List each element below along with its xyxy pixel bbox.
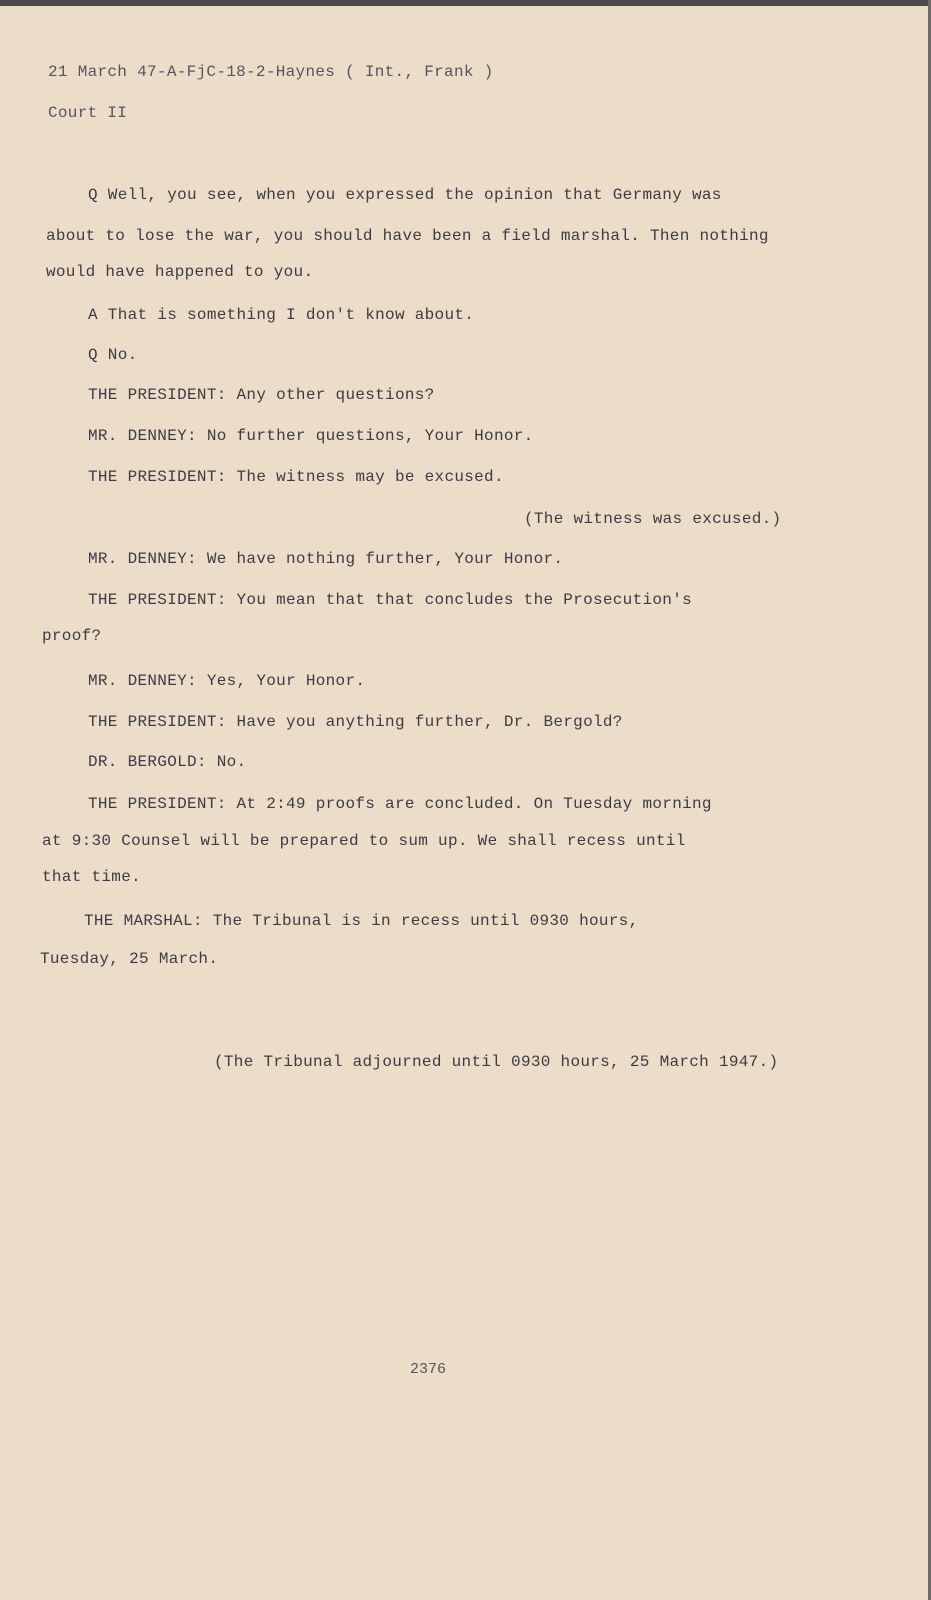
transcript-line: (The Tribunal adjourned until 0930 hours, 25 March 1947.) (214, 1053, 779, 1071)
transcript-line: proof? (42, 627, 102, 645)
header-line-1: 21 March 47-A-FjC-18-2-Haynes ( Int., Frank ) (48, 63, 494, 81)
transcript-line: THE PRESIDENT: At 2:49 proofs are concluded. On Tuesday morning (88, 795, 712, 813)
transcript-line: DR. BERGOLD: No. (88, 753, 247, 771)
transcript-line: (The witness was excused.) (524, 510, 782, 528)
header-line-2: Court II (48, 104, 128, 122)
transcript-line: Q No. (88, 346, 138, 364)
transcript-line: MR. DENNEY: Yes, Your Honor. (88, 672, 366, 690)
transcript-line: THE PRESIDENT: You mean that that concludes the Prosecution's (88, 591, 692, 609)
page-number: 2376 (410, 1361, 447, 1378)
transcript-line: THE PRESIDENT: Have you anything further, Dr. Bergold? (88, 713, 623, 731)
transcript-line: MR. DENNEY: No further questions, Your Honor. (88, 427, 534, 445)
transcript-line: MR. DENNEY: We have nothing further, Your Honor. (88, 550, 564, 568)
transcript-line: at 9:30 Counsel will be prepared to sum up. We shall recess until (42, 832, 686, 850)
transcript-line: would have happened to you. (46, 263, 314, 281)
transcript-line: THE MARSHAL: The Tribunal is in recess until 0930 hours, (84, 912, 639, 930)
transcript-line: about to lose the war, you should have been a field marshal. Then nothing (46, 227, 769, 245)
transcript-line: THE PRESIDENT: The witness may be excused. (88, 468, 504, 486)
scan-top-edge (0, 0, 931, 6)
transcript-line: that time. (42, 868, 142, 886)
transcript-line: A That is something I don't know about. (88, 306, 475, 324)
transcript-line: THE PRESIDENT: Any other questions? (88, 386, 435, 404)
transcript-line: Q Well, you see, when you expressed the opinion that Germany was (88, 186, 722, 204)
transcript-line: Tuesday, 25 March. (40, 950, 219, 968)
